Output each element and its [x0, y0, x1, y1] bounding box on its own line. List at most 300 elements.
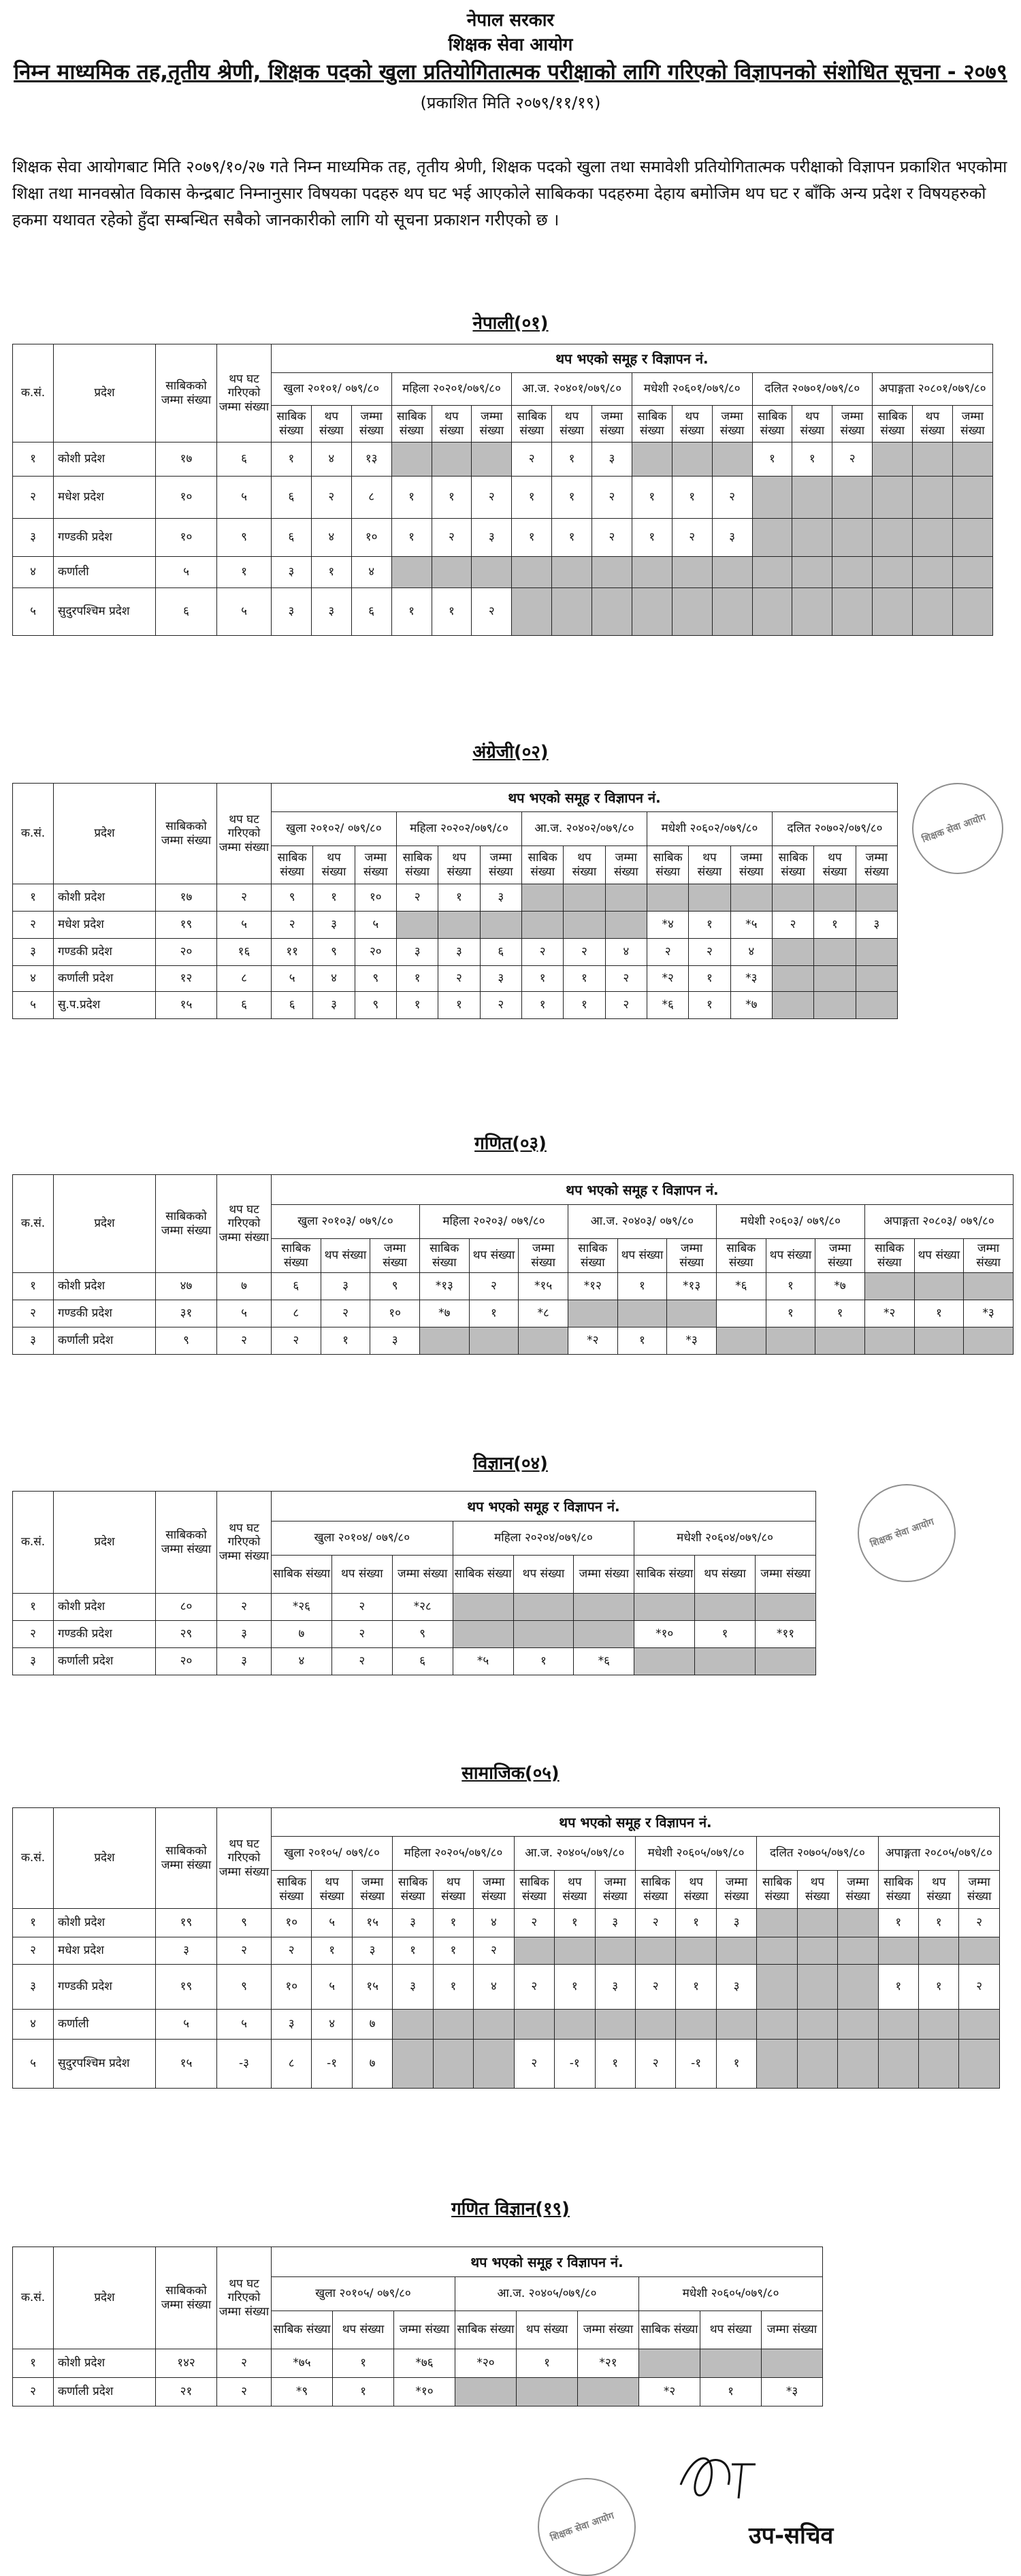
sub-header: थप संख्या — [672, 406, 712, 442]
sub-header: जम्मा संख्या — [351, 406, 391, 442]
table-cell: *३ — [667, 1327, 717, 1355]
sub-header: साबिक संख्या — [272, 1871, 312, 1909]
table-cell — [856, 939, 897, 966]
table-cell — [513, 1621, 574, 1648]
table-cell: ९ — [272, 884, 313, 912]
table-cell: १५ — [352, 1965, 392, 2010]
table-cell: *७ — [730, 992, 772, 1019]
table-cell: ३ — [438, 939, 480, 966]
sub-header: जम्मा संख्या — [712, 406, 752, 442]
table-cell: २ — [311, 477, 351, 519]
table-cell: २ — [217, 2349, 272, 2378]
table-cell: १ — [432, 477, 472, 519]
table-cell: मधेश प्रदेश — [54, 477, 156, 519]
group-header: खुला २०१०४/ ०७९/८० — [272, 1522, 453, 1556]
table-cell: ४ — [13, 2010, 54, 2040]
table-cell — [914, 1273, 964, 1300]
table-cell: ९ — [392, 1621, 453, 1648]
table-cell: २ — [272, 1327, 321, 1355]
table-cell — [474, 2010, 514, 2040]
sub-header: थप संख्या — [552, 406, 592, 442]
table-cell: १ — [564, 992, 605, 1019]
table-cell: ४ — [730, 939, 772, 966]
signature-scribble — [674, 2437, 769, 2512]
table-cell: २ — [217, 2378, 272, 2406]
table-cell — [647, 884, 688, 912]
table-cell — [716, 1300, 766, 1327]
table-cell: *२८ — [392, 1594, 453, 1621]
table-row — [13, 477, 993, 519]
sub-header: साबिक संख्या — [864, 1239, 914, 1273]
sub-header: साबिक संख्या — [272, 1556, 332, 1594]
table-cell — [672, 557, 712, 588]
table-cell: ४७ — [156, 1273, 217, 1300]
section-title: अंग्रेजी(०२) — [472, 742, 549, 762]
table-cell: १ — [595, 2040, 635, 2089]
table-cell — [517, 2378, 578, 2406]
table-cell: २ — [217, 1594, 272, 1621]
table-cell: *२ — [647, 966, 688, 992]
sub-header: थप संख्या — [313, 846, 355, 884]
govt-name: नेपाल सरकार — [466, 10, 555, 31]
table-cell: ३ — [480, 884, 521, 912]
sub-header: जम्मा संख्या — [355, 846, 396, 884]
table-row — [13, 442, 993, 477]
table-cell — [838, 1965, 878, 2010]
sub-header: साबिक संख्या — [772, 846, 813, 884]
sub-header: जम्मा संख्या — [474, 1871, 514, 1909]
table-cell: *२१ — [578, 2349, 639, 2378]
table-cell — [766, 1327, 815, 1355]
table-cell: ४ — [13, 557, 54, 588]
table-cell — [914, 1327, 964, 1355]
table-cell: १३ — [351, 442, 391, 477]
table-cell: ५ — [217, 2010, 272, 2040]
group-header: दलित २०७०१/०७९/८० — [752, 373, 873, 406]
table-cell: २ — [272, 912, 313, 939]
table-row — [13, 912, 898, 939]
table-cell: ५ — [13, 588, 54, 636]
header-change: थप घट गरिएको जम्मा संख्या — [217, 344, 272, 442]
signatory-title: उप-सचिव — [749, 2522, 834, 2549]
table-cell: १ — [433, 1909, 473, 1937]
vacancy-table — [12, 2247, 823, 2406]
table-cell — [832, 477, 873, 519]
notice-title: निम्न माध्यमिक तह,तृतीय श्रेणी, शिक्षक पदको खुला प्रतियोगितात्मक परीक्षाको लागि गरिएको विज्ञापनको संशोधित सूचना - २०७९ — [14, 60, 1007, 84]
table-cell: सुदुरपश्चिम प्रदेश — [54, 588, 156, 636]
sub-header: जम्मा संख्या — [838, 1871, 878, 1909]
table-cell: १० — [272, 1909, 312, 1937]
table-cell: ४ — [311, 519, 351, 557]
table-cell — [838, 1909, 878, 1937]
table-cell: ३ — [13, 1327, 54, 1355]
sub-header: थप संख्या — [814, 846, 856, 884]
table-cell: १ — [13, 1273, 54, 1300]
table-cell — [521, 912, 563, 939]
group-header: आ.ज. २०४०१/०७९/८० — [512, 373, 632, 406]
table-cell — [391, 557, 432, 588]
sub-header: जम्मा संख्या — [762, 2311, 823, 2349]
table-cell — [873, 477, 913, 519]
table-cell: गण्डकी प्रदेश — [54, 1965, 156, 2010]
table-cell — [757, 1909, 797, 1937]
sub-header: जम्मा संख्या — [392, 1556, 453, 1594]
table-cell — [605, 912, 647, 939]
table-cell: *१० — [634, 1621, 695, 1648]
table-cell: ३ — [480, 966, 521, 992]
header-group: थप भएको समूह र विज्ञापन नं. — [272, 344, 993, 373]
table-row — [13, 588, 993, 636]
sub-header: थप संख्या — [321, 1239, 370, 1273]
table-cell — [676, 1937, 716, 1965]
table-cell: ५ — [156, 2010, 217, 2040]
table-cell — [864, 1327, 914, 1355]
table-cell: *३ — [762, 2378, 823, 2406]
table-cell — [472, 442, 512, 477]
table-cell: -१ — [312, 2040, 352, 2089]
sub-header: साबिक संख्या — [521, 846, 563, 884]
table-cell: ९ — [217, 1965, 272, 2010]
table-cell — [752, 477, 792, 519]
sub-header: जम्मा संख्या — [519, 1239, 568, 1273]
table-cell: १ — [512, 477, 552, 519]
table-cell: २ — [635, 2040, 675, 2089]
table-cell: *३ — [730, 966, 772, 992]
sub-header: जम्मा संख्या — [856, 846, 897, 884]
table-cell — [832, 557, 873, 588]
header-province: प्रदेश — [54, 344, 156, 442]
table-cell — [391, 442, 432, 477]
table-cell — [952, 519, 992, 557]
table-cell — [797, 2010, 837, 2040]
table-cell — [792, 557, 832, 588]
sub-header: साबिक संख्या — [873, 406, 913, 442]
sub-header: साबिक संख्या — [632, 406, 672, 442]
sub-header: साबिक संख्या — [393, 1871, 433, 1909]
table-cell: ३ — [595, 1909, 635, 1937]
table-cell — [757, 2010, 797, 2040]
table-cell: १ — [766, 1300, 815, 1327]
table-cell — [595, 1937, 635, 1965]
table-cell: १ — [914, 1300, 964, 1327]
table-cell — [792, 588, 832, 636]
sub-header: साबिक संख्या — [396, 846, 438, 884]
group-header: खुला २०१०२/ ०७९/८० — [272, 812, 397, 846]
table-cell: ५ — [217, 588, 272, 636]
table-cell — [964, 1273, 1014, 1300]
table-cell: १ — [13, 442, 54, 477]
table-cell: ४ — [311, 442, 351, 477]
table-cell: ३ — [716, 1965, 756, 2010]
table-cell — [433, 2040, 473, 2089]
table-cell — [832, 519, 873, 557]
table-cell — [762, 2349, 823, 2378]
table-cell — [635, 1937, 675, 1965]
table-cell: *७६ — [394, 2349, 455, 2378]
table-cell: २ — [605, 992, 647, 1019]
table-cell: *६ — [716, 1273, 766, 1300]
table-cell — [757, 2040, 797, 2089]
table-cell — [919, 1937, 959, 1965]
table-cell: ५ — [217, 1300, 272, 1327]
table-cell — [716, 2010, 756, 2040]
table-row — [13, 1594, 816, 1621]
table-cell — [635, 2010, 675, 2040]
table-cell: ८० — [156, 1594, 217, 1621]
header-sn: क.सं. — [13, 1808, 54, 1909]
table-cell: ६ — [351, 588, 391, 636]
sub-header: साबिक संख्या — [716, 1239, 766, 1273]
table-cell — [814, 966, 856, 992]
table-cell: २० — [156, 939, 217, 966]
table-cell: कर्णाली प्रदेश — [54, 1648, 156, 1675]
table-cell: १ — [217, 557, 272, 588]
table-cell: ३ — [13, 519, 54, 557]
table-cell — [797, 1909, 837, 1937]
table-cell: २ — [472, 588, 512, 636]
table-cell: ३ — [396, 939, 438, 966]
group-header: दलित २०७०२/०७९/८० — [772, 812, 897, 846]
table-cell: १ — [919, 1965, 959, 2010]
table-cell: २ — [480, 992, 521, 1019]
sub-header: थप संख्या — [312, 1871, 352, 1909]
table-row — [13, 557, 993, 588]
sub-header: जम्मा संख्या — [667, 1239, 717, 1273]
table-cell — [712, 588, 752, 636]
sub-header: साबिक संख्या — [272, 2311, 333, 2349]
table-cell — [393, 2040, 433, 2089]
sub-header: जम्मा संख्या — [716, 1871, 756, 1909]
group-header: मधेशी २०६०४/०७९/८० — [634, 1522, 816, 1556]
table-cell: ४ — [605, 939, 647, 966]
table-cell: ६ — [392, 1648, 453, 1675]
sub-header: साबिक संख्या — [512, 406, 552, 442]
table-cell: ५ — [217, 477, 272, 519]
table-cell: ३ — [13, 939, 54, 966]
group-header: महिला २०२०१/०७९/८० — [391, 373, 512, 406]
table-cell — [555, 1937, 595, 1965]
table-cell: २ — [832, 442, 873, 477]
table-cell: १० — [156, 477, 217, 519]
table-row — [13, 1273, 1014, 1300]
table-cell — [772, 884, 813, 912]
table-cell: १ — [438, 992, 480, 1019]
section-title: सामाजिक(०५) — [461, 1763, 560, 1784]
table-cell: १९ — [156, 1965, 217, 2010]
table-cell: ६ — [217, 442, 272, 477]
table-cell — [792, 519, 832, 557]
table-cell: २१ — [156, 2378, 217, 2406]
table-cell: १ — [333, 2378, 394, 2406]
table-cell: १ — [689, 966, 730, 992]
header-province: प्रदेश — [54, 1808, 156, 1909]
table-cell: ३ — [313, 912, 355, 939]
table-cell — [772, 992, 813, 1019]
table-cell: ७ — [217, 1273, 272, 1300]
table-cell — [634, 1648, 695, 1675]
table-cell — [730, 884, 772, 912]
table-cell — [474, 2040, 514, 2089]
table-cell: मधेश प्रदेश — [54, 912, 156, 939]
table-cell — [959, 2010, 1000, 2040]
table-row — [13, 2010, 1000, 2040]
table-cell — [574, 1621, 634, 1648]
table-cell: ९ — [217, 519, 272, 557]
table-cell: २ — [672, 519, 712, 557]
sub-header: साबिक संख्या — [419, 1239, 469, 1273]
sub-header: थप संख्या — [311, 406, 351, 442]
table-cell: ६ — [272, 477, 312, 519]
sub-header: थप संख्या — [564, 846, 605, 884]
header-total: साबिकको जम्मा संख्या — [156, 1175, 217, 1273]
table-cell: ३ — [321, 1273, 370, 1300]
table-cell: १५ — [352, 1909, 392, 1937]
table-cell — [472, 557, 512, 588]
table-cell: २ — [592, 519, 632, 557]
table-cell: -१ — [676, 2040, 716, 2089]
table-cell: ६ — [156, 588, 217, 636]
sub-header: थप संख्या — [676, 1871, 716, 1909]
table-cell: १० — [355, 884, 396, 912]
table-cell — [964, 1327, 1014, 1355]
table-cell: २ — [321, 1300, 370, 1327]
table-cell — [952, 477, 992, 519]
group-header: आ.ज. २०४०५/०७९/८० — [455, 2277, 639, 2311]
table-cell: १ — [391, 477, 432, 519]
table-cell: ८ — [217, 966, 272, 992]
table-cell: ६ — [272, 1273, 321, 1300]
table-cell: २ — [514, 1909, 554, 1937]
table-cell: १ — [552, 442, 592, 477]
table-cell: १ — [13, 884, 54, 912]
table-cell — [632, 442, 672, 477]
table-cell: २ — [772, 912, 813, 939]
table-cell: २९ — [156, 1621, 217, 1648]
table-cell: २ — [13, 477, 54, 519]
table-cell — [695, 1648, 756, 1675]
table-cell: १ — [13, 1594, 54, 1621]
table-cell — [752, 519, 792, 557]
table-cell: १ — [393, 1937, 433, 1965]
table-cell: २ — [13, 1300, 54, 1327]
table-cell: २ — [689, 939, 730, 966]
table-cell — [814, 884, 856, 912]
table-cell: *७ — [419, 1300, 469, 1327]
section-title: गणित(०३) — [474, 1133, 547, 1154]
sub-header: थप संख्या — [700, 2311, 762, 2349]
table-cell: २ — [217, 884, 272, 912]
table-cell — [564, 884, 605, 912]
table-cell — [752, 557, 792, 588]
table-cell: सु.प.प्रदेश — [54, 992, 156, 1019]
group-header: आ.ज. २०४०२/०७९/८० — [521, 812, 647, 846]
sub-header: जम्मा संख्या — [574, 1556, 634, 1594]
group-header: महिला २०२०२/०७९/८० — [396, 812, 521, 846]
table-cell — [856, 884, 897, 912]
table-cell — [469, 1327, 519, 1355]
table-cell: ३ — [352, 1937, 392, 1965]
table-cell — [695, 1594, 756, 1621]
table-cell — [672, 442, 712, 477]
table-cell — [913, 442, 953, 477]
sub-header: थप संख्या — [766, 1239, 815, 1273]
table-cell: ३ — [370, 1327, 420, 1355]
table-cell: १ — [521, 992, 563, 1019]
table-cell — [555, 2010, 595, 2040]
table-row — [13, 1965, 1000, 2010]
sub-header: थप संख्या — [913, 406, 953, 442]
table-cell: सुदुरपश्चिम प्रदेश — [54, 2040, 156, 2089]
table-cell: ३ — [311, 588, 351, 636]
table-cell: १ — [433, 1965, 473, 2010]
table-cell: १ — [469, 1300, 519, 1327]
sub-header: साबिक संख्या — [635, 1871, 675, 1909]
table-row — [13, 2349, 823, 2378]
group-header: मधेशी २०६०२/०७९/८० — [647, 812, 772, 846]
table-cell: १७ — [156, 442, 217, 477]
sub-header: साबिक संख्या — [647, 846, 688, 884]
sub-header: साबिक संख्या — [757, 1871, 797, 1909]
header-province: प्रदेश — [54, 1175, 156, 1273]
table-cell — [873, 557, 913, 588]
group-header: अपाङ्गता २०८०५/०७९/८० — [878, 1837, 999, 1871]
table-cell: ३ — [393, 1909, 433, 1937]
table-cell — [756, 1648, 816, 1675]
table-cell: १ — [632, 519, 672, 557]
table-cell — [393, 2010, 433, 2040]
sub-header: थप संख्या — [513, 1556, 574, 1594]
table-cell: १ — [13, 1909, 54, 1937]
table-cell — [592, 588, 632, 636]
table-cell: १० — [351, 519, 391, 557]
table-cell — [672, 588, 712, 636]
table-cell: १ — [391, 588, 432, 636]
table-cell: ९ — [217, 1909, 272, 1937]
table-row — [13, 1621, 816, 1648]
table-cell — [756, 1594, 816, 1621]
table-cell: ३ — [313, 992, 355, 1019]
table-cell — [432, 442, 472, 477]
header-change: थप घट गरिएको जम्मा संख्या — [217, 1492, 272, 1594]
table-cell: १ — [517, 2349, 578, 2378]
table-cell — [873, 442, 913, 477]
table-cell: २ — [521, 939, 563, 966]
table-cell: कोशी प्रदेश — [54, 2349, 156, 2378]
table-cell: ५ — [13, 2040, 54, 2089]
table-cell: कोशी प्रदेश — [54, 1594, 156, 1621]
table-cell: ३ — [217, 1621, 272, 1648]
table-cell: *२ — [639, 2378, 700, 2406]
table-cell — [815, 1327, 865, 1355]
sub-header: थप संख्या — [555, 1871, 595, 1909]
section-title: नेपाली(०१) — [472, 313, 549, 334]
table-row — [13, 1648, 816, 1675]
table-cell: कोशी प्रदेश — [54, 884, 156, 912]
table-cell: १ — [513, 1648, 574, 1675]
table-cell: २ — [469, 1273, 519, 1300]
table-cell: १ — [321, 1327, 370, 1355]
table-row — [13, 1937, 1000, 1965]
table-cell: *१३ — [419, 1273, 469, 1300]
table-cell: १ — [617, 1327, 667, 1355]
header-group: थप भएको समूह र विज्ञापन नं. — [272, 1175, 1014, 1205]
table-cell: *७ — [815, 1273, 865, 1300]
group-header: अपाङ्गता २०८०१/०७९/८० — [873, 373, 993, 406]
group-header: अपाङ्गता २०८०३/ ०७९/८० — [864, 1205, 1013, 1239]
table-cell — [514, 1937, 554, 1965]
table-cell — [792, 477, 832, 519]
sub-header: साबिक संख्या — [514, 1871, 554, 1909]
